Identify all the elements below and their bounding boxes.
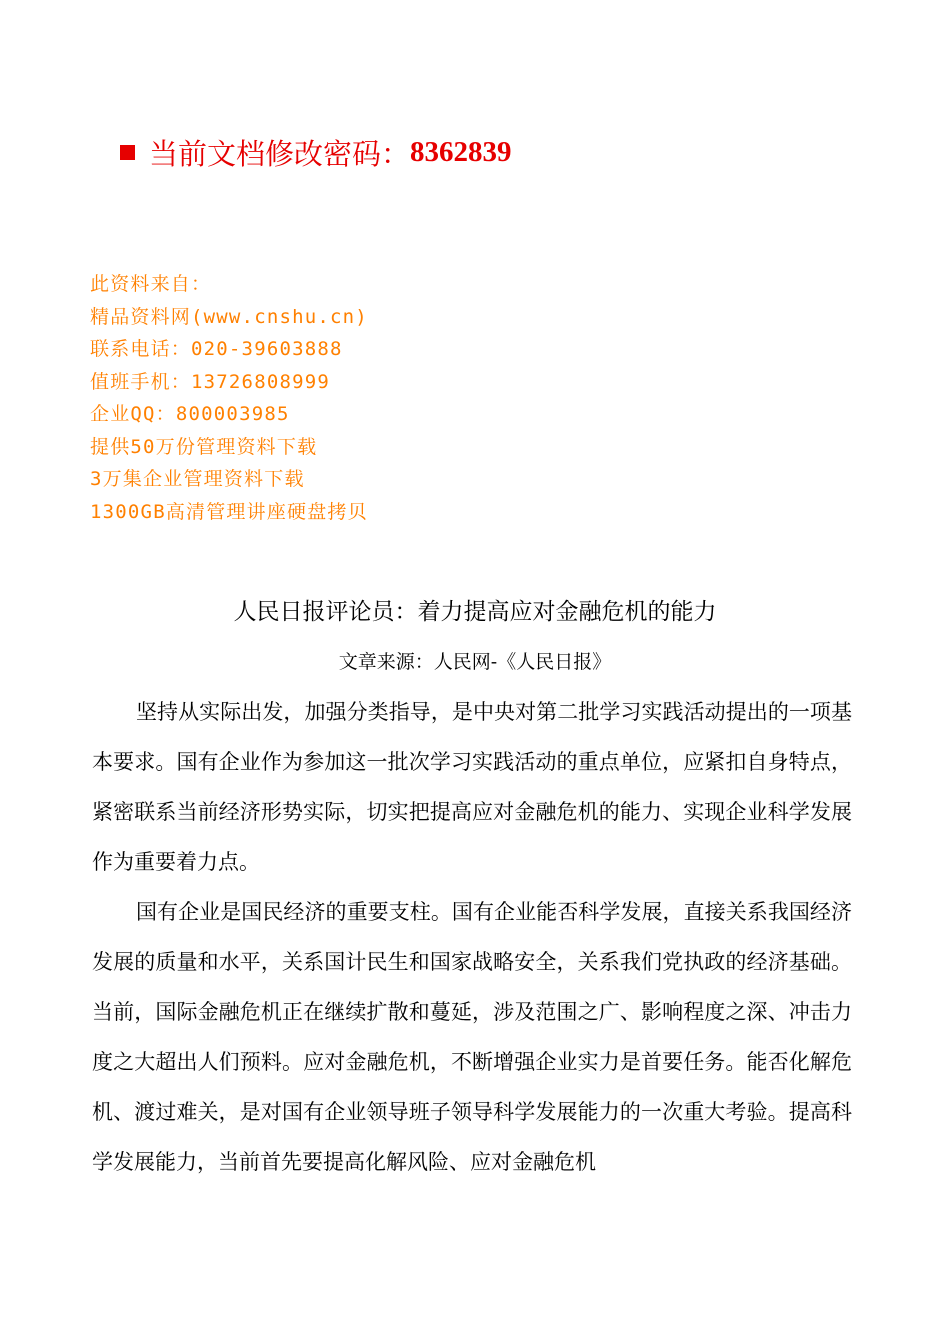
article-paragraph: 国有企业是国民经济的重要支柱。国有企业能否科学发展，直接关系我国经济发展的质量和水平，关系国计民生和国家战略安全，关系我们党执政的经济基础。当前，国际金融危机正在继续扩散和蔓延，涉及范围之广、影响程度之深、冲击力度之大超出人们预料。应对金融危机，不断增强企业实力是首要任务。能否化解危机、渡过难关，是对国有企业领导班子领导科学发展能力的一次重大考验。提高科学发展能力，当前首先要提高化解风险、应对金融危机 — [92, 900, 852, 1174]
source-line-offer-2: 3万集企业管理资料下载 — [90, 468, 305, 490]
source-line-phone: 联系电话：020-39603888 — [90, 338, 343, 360]
password-code: 8362839 — [410, 135, 512, 168]
source-line-website: 精品资料网(www.cnshu.cn) — [90, 305, 368, 328]
source-info-block — [90, 268, 368, 528]
source-line-mobile: 值班手机：13726808999 — [90, 370, 331, 393]
article-body — [92, 687, 852, 1187]
source-line-offer-3: 1300GB高清管理讲座硬盘拷贝 — [90, 500, 368, 523]
source-line-offer-1: 提供50万份管理资料下载 — [90, 435, 318, 458]
filled-square-icon — [120, 145, 135, 160]
source-line-qq: 企业QQ：800003985 — [90, 403, 290, 425]
article-title: 人民日报评论员：着力提高应对金融危机的能力 — [233, 599, 717, 625]
source-line-from: 此资料来自： — [90, 273, 212, 295]
password-label: 当前文档修改密码： — [149, 136, 411, 171]
article-source: 文章来源：人民网-《人民日报》 — [338, 651, 612, 673]
password-notice — [120, 130, 512, 174]
article-paragraph: 坚持从实际出发，加强分类指导，是中央对第二批学习实践活动提出的一项基本要求。国有企业作为参加这一批次学习实践活动的重点单位，应紧扣自身特点，紧密联系当前经济形势实际，切实把提高应对金融危机的能力、实现企业科学发展作为重要着力点。 — [92, 700, 852, 874]
